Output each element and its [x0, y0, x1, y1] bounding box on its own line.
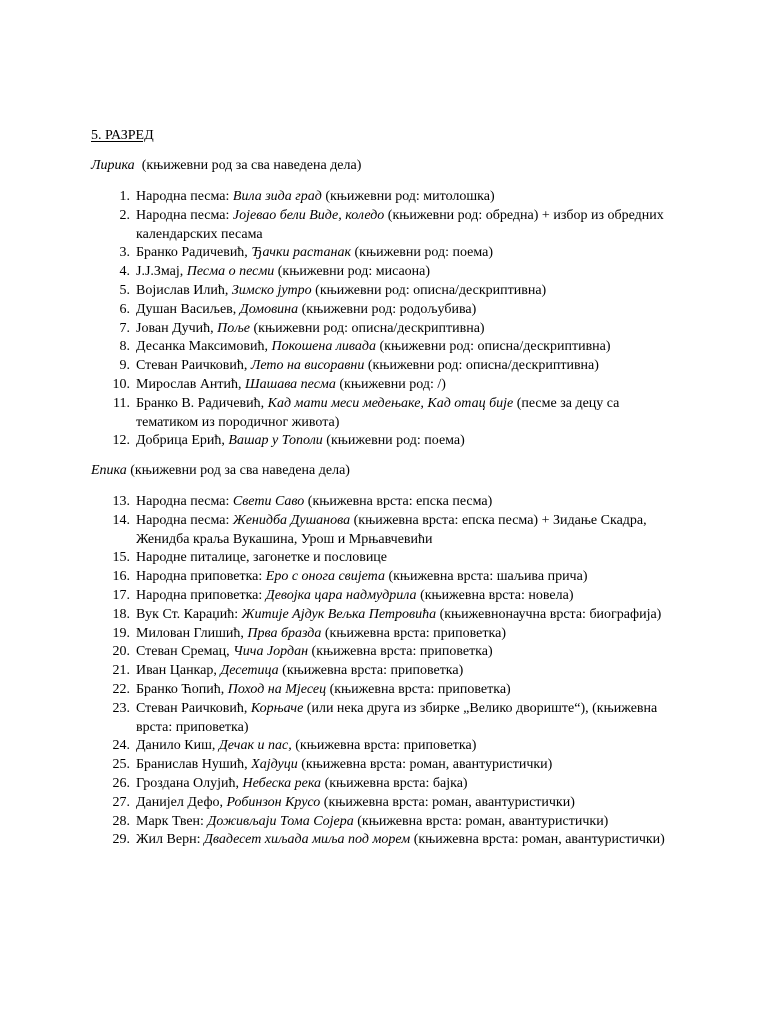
list-item-author: Народна песма:: [136, 494, 233, 509]
list-item-work-title: Дечак и пас,: [218, 738, 292, 754]
list-item-note: (књижевна врста: епска песма): [304, 494, 493, 509]
list-item-author: Марк Твен:: [136, 813, 208, 829]
list-item-text: [136, 339, 611, 354]
list-item-author: Народна песма:: [136, 189, 233, 204]
list-item-note: (књижевнонаучна врста: биографија): [436, 606, 662, 622]
list-item-work-title: Лето на висоравни: [250, 358, 365, 374]
list-item-number: 25.: [112, 757, 130, 773]
list-item-number: 15.: [112, 550, 130, 566]
list-item-author: Народне питалице, загонетке и пословице: [136, 550, 388, 566]
list-item-note: (књижевна врста: роман, авантуристички): [297, 757, 553, 773]
list-item-author: Народна приповетка:: [136, 569, 266, 585]
list-item: [0, 512, 768, 550]
list-item-note: (књижевна врста: новела): [416, 587, 574, 603]
list-item-note: (књижевна врста: шаљива прича): [384, 569, 588, 585]
list-item-number: 29.: [112, 832, 130, 848]
list-item-number: 1.: [119, 189, 130, 204]
list-item-text: [136, 550, 387, 565]
list-item-text: [136, 245, 493, 260]
list-item-work-title: Корњаче: [250, 700, 304, 716]
list-item-author: Десанка Максимовић,: [136, 339, 272, 355]
list-item-number: 14.: [112, 512, 130, 528]
list-item-work-title: Житије Ајдук Вељка Петровића: [241, 606, 437, 622]
list-item-work-title: Зимско јутро: [231, 282, 312, 298]
list-item-text: [136, 607, 661, 622]
list-item-note: (књижевни род: поема): [322, 433, 465, 449]
list-item-number: 2.: [119, 207, 130, 223]
list-item-note: (књижевна врста: приповетка): [326, 681, 511, 697]
list-item-work-title: Песма о песми: [186, 264, 275, 280]
list-item-note: (књижевна врста: бајка): [321, 775, 468, 791]
list-item-note: (књижевна врста: приповетка): [278, 663, 464, 679]
section-title-epika-note: (књижевни род за сва наведена дела): [126, 463, 350, 478]
list-item-work-title: Ђачки растанак: [251, 245, 352, 261]
list-item-text: [136, 701, 661, 735]
list-item-number: 18.: [112, 606, 130, 622]
section-title-lirika: [91, 157, 361, 175]
list-item-work-title: Поље: [217, 320, 251, 336]
list-item-work-title: Женидба Душанова: [232, 512, 351, 528]
list-item: [0, 681, 768, 700]
list-item-text: [136, 832, 665, 847]
page-heading: 5. РАЗРЕД: [91, 128, 154, 143]
list-item: [0, 395, 768, 433]
list-item-number: 27.: [112, 794, 130, 810]
list-item-work-title: Шашава песма: [245, 376, 336, 392]
list-item: [0, 587, 768, 606]
list-item-work-title: Свети Саво: [232, 494, 305, 509]
list-item-text: [136, 396, 623, 430]
section-title-lirika-genre: Лирика: [91, 158, 135, 173]
list-item-note: (књижевни род: родољубива): [298, 301, 477, 317]
list-item-work-title: Вашар у Тополи: [228, 433, 323, 449]
list-item-number: 17.: [112, 587, 130, 603]
list-item-note: (књижевна врста: роман, авантуристички): [410, 832, 665, 848]
list-item-text: [136, 189, 495, 204]
list-item-author: Народна песма:: [136, 512, 233, 528]
list-item-text: [136, 302, 476, 317]
list-item-text: [136, 626, 506, 641]
list-item-text: [136, 757, 552, 772]
list-item-text: [136, 588, 573, 603]
section-title-epika: [91, 462, 350, 480]
list-item-note: (књижевни род: обредна) + избор из обредних календарских песама: [136, 207, 668, 242]
list-item-number: 10.: [112, 376, 130, 392]
list-item-text: [136, 433, 465, 448]
list-item-number: 12.: [112, 433, 130, 449]
list-item-author: Мирослав Антић,: [136, 376, 246, 392]
list-item-number: 20.: [112, 644, 130, 660]
list-item-text: [136, 321, 485, 336]
list-item-work-title: Јојевао бели Виде, коледо: [232, 207, 385, 223]
list-item: [0, 831, 768, 850]
list-item-note: (песме за децу са тематиком из породичног живота): [136, 395, 623, 430]
list-item: [0, 775, 768, 794]
list-item-note: (књижевни род: митолошка): [321, 189, 495, 204]
list-item-note: (књижевна врста: приповетка): [291, 738, 477, 754]
list-item-work-title: Хајдуци: [251, 757, 298, 773]
list-item-number: 19.: [112, 625, 130, 641]
list-item-text: [136, 738, 476, 753]
list-item-work-title: Прва бразда: [247, 625, 322, 641]
list-item-number: 7.: [119, 320, 130, 336]
list-item: [0, 244, 768, 263]
list-item-note: (књижевна врста: роман, авантуристички): [353, 813, 609, 829]
list-item-work-title: Домовина: [239, 301, 299, 317]
list-item-work-title: Двадесет хиљада миља под морем: [203, 832, 411, 848]
list-item-note: (књижевни род: описна/дескриптивна): [376, 339, 611, 355]
list-item: [0, 301, 768, 320]
list-item-author: Данијел Дефо,: [136, 794, 227, 810]
list-item-note: (књижевни род: поема): [351, 245, 494, 261]
list-item-author: Иван Цанкар,: [136, 663, 221, 679]
list-item-text: [136, 569, 587, 584]
list-item-work-title: Девојка цара надмудрила: [265, 587, 417, 603]
list-item-text: [136, 358, 599, 373]
list-item-author: Гроздана Олујић,: [136, 775, 243, 791]
section-title-epika-genre: Епика: [91, 463, 127, 478]
list-item-author: Ј.Ј.Змај,: [136, 264, 187, 280]
list-item-note: (књижевни род: описна/дескриптивна): [311, 282, 547, 298]
list-item-work-title: Небеска река: [242, 775, 322, 791]
list-item: [0, 432, 768, 451]
epika-list: [0, 493, 768, 850]
list-item-number: 16.: [112, 569, 130, 585]
list-item-author: Бранислав Нушић,: [136, 757, 252, 773]
list-item-number: 26.: [112, 775, 130, 791]
list-item-author: Јован Дучић,: [136, 320, 218, 336]
list-item-text: [136, 795, 575, 810]
list-item-number: 4.: [119, 264, 130, 280]
list-item-work-title: Доживљаји Тома Сојера: [207, 813, 354, 829]
list-item-author: Бранко Ћопић,: [136, 681, 228, 697]
list-item-work-title: Десетица: [220, 663, 279, 679]
list-item-note: (књижевна врста: роман, авантуристички): [320, 794, 575, 810]
list-item: [0, 376, 768, 395]
list-item: [0, 662, 768, 681]
list-item-work-title: Еро с онога свијета: [265, 569, 385, 585]
list-item-author: Народна приповетка:: [136, 587, 266, 603]
list-item: [0, 549, 768, 568]
list-item: [0, 737, 768, 756]
list-item-text: [136, 283, 546, 298]
list-item: [0, 794, 768, 813]
list-item-note: (књижевни род: /): [335, 376, 446, 392]
list-item-number: 22.: [112, 681, 130, 697]
list-item-author: Душан Васиљев,: [136, 301, 240, 317]
list-item-work-title: Робинзон Крусо: [226, 794, 321, 810]
list-item: [0, 282, 768, 301]
list-item: [0, 643, 768, 662]
list-item-work-title: Чича Јордан: [233, 644, 309, 660]
list-item-note: (књижевни род: мисаона): [274, 264, 431, 280]
list-item-number: 11.: [113, 395, 130, 411]
list-item: [0, 625, 768, 644]
list-item: [0, 263, 768, 282]
list-item-note: (књижевна врста: приповетка): [321, 625, 506, 641]
list-item-author: Стеван Раичковић,: [136, 358, 251, 374]
list-item-number: 24.: [112, 738, 130, 754]
list-item-number: 5.: [119, 282, 130, 298]
list-item-author: Стеван Сремац,: [136, 644, 234, 660]
list-item-work-title: Кад мати меси медењаке, Кад отац бије: [267, 395, 514, 411]
list-item-note: (или нека друга из збирке „Велико двориште“), (књижевна врста: приповетка): [136, 700, 661, 735]
list-item: [0, 207, 768, 245]
list-item: [0, 493, 768, 512]
list-item-work-title: Покошена ливада: [271, 339, 376, 355]
list-item-text: [136, 513, 650, 547]
list-item-note: (књижевни род: описна/дескриптивна): [250, 320, 485, 336]
list-item-work-title: Поход на Мјесец: [227, 681, 327, 697]
list-item: [0, 700, 768, 738]
list-item: [0, 320, 768, 339]
list-item-note: (књижевна врста: епска песма) + Зидање Скадра, Женидба краља Вукашина, Урош и Мрњавчевићи: [136, 512, 651, 547]
list-item: [0, 813, 768, 832]
list-item-note: (књижевни род: описна/дескриптивна): [364, 358, 599, 374]
list-item-author: Вук Ст. Караџић:: [136, 606, 242, 622]
list-item-author: Добрица Ерић,: [136, 433, 229, 449]
list-item-number: 9.: [119, 358, 130, 374]
list-item-text: [136, 663, 463, 678]
list-item-text: [136, 644, 493, 659]
list-item-text: [136, 208, 667, 242]
list-item-author: Стеван Раичковић,: [136, 700, 251, 716]
list-item: [0, 188, 768, 207]
list-item-text: [136, 682, 511, 697]
list-item-author: Војислав Илић,: [136, 282, 232, 298]
list-item-number: 13.: [112, 494, 130, 509]
list-item-number: 21.: [112, 663, 130, 679]
list-item-number: 6.: [119, 301, 130, 317]
list-item-author: Данило Киш,: [136, 738, 219, 754]
list-item-note: (књижевна врста: приповетка): [308, 644, 493, 660]
list-item-author: Бранко В. Радичевић,: [136, 395, 268, 411]
list-item-number: 23.: [112, 700, 130, 716]
list-item: [0, 357, 768, 376]
list-item-work-title: Вила зида град: [232, 189, 322, 204]
list-item-number: 28.: [112, 813, 130, 829]
list-item-text: [136, 264, 430, 279]
list-item-text: [136, 776, 468, 791]
list-item-text: [136, 377, 446, 392]
section-title-lirika-note: (књижевни род за сва наведена дела): [134, 158, 362, 173]
list-item-number: 3.: [119, 245, 130, 261]
list-item-text: [136, 494, 492, 509]
list-item: [0, 606, 768, 625]
list-item: [0, 338, 768, 357]
list-item: [0, 756, 768, 775]
lirika-list: [0, 188, 768, 451]
list-item-author: Бранко Радичевић,: [136, 245, 252, 261]
list-item-author: Народна песма:: [136, 207, 233, 223]
list-item-author: Жил Верн:: [136, 832, 204, 848]
list-item-number: 8.: [119, 339, 130, 355]
list-item-text: [136, 814, 608, 829]
list-item-author: Милован Глишић,: [136, 625, 248, 641]
list-item: [0, 568, 768, 587]
